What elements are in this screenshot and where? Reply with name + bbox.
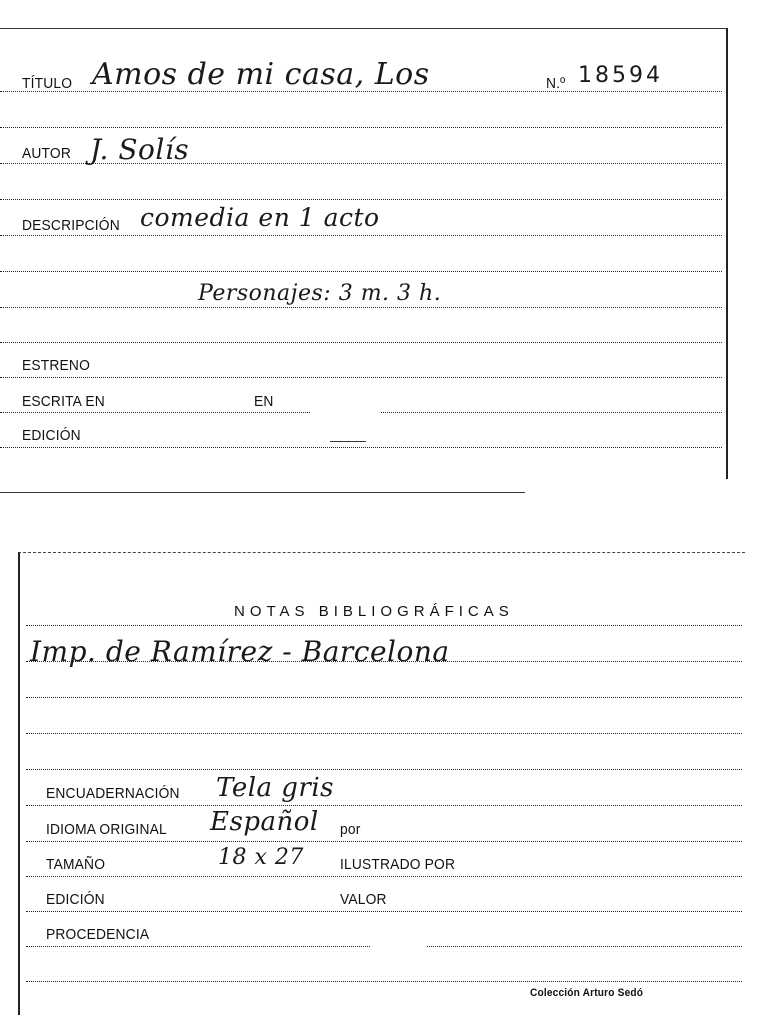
personajes-value: Personajes: 3 m. 3 h. (198, 281, 442, 306)
ruled-line (0, 271, 722, 272)
procedencia-label: PROCEDENCIA (46, 926, 150, 943)
ruled-line (0, 127, 722, 128)
ruled-line (0, 447, 722, 448)
edicion-label: EDICIÓN (46, 891, 105, 908)
ruled-line (0, 307, 722, 308)
escrita-label: ESCRITA EN (22, 393, 105, 410)
ruled-line (26, 769, 742, 770)
descripcion-label: DESCRIPCIÓN (22, 217, 120, 234)
tamano-label: TAMAÑO (46, 856, 106, 873)
ruled-line (0, 199, 722, 200)
ruled-line (26, 981, 742, 982)
autor-label: AUTOR (22, 145, 71, 162)
notas-heading: NOTAS BIBLIOGRÁFICAS (234, 603, 514, 620)
ruled-line (0, 377, 722, 378)
ruled-line (0, 235, 722, 236)
valor-label: VALOR (340, 891, 387, 908)
titulo-label: TÍTULO (22, 75, 73, 92)
idioma-value: Español (210, 807, 319, 837)
ruled-line (26, 805, 742, 806)
estreno-label: ESTRENO (22, 357, 91, 374)
numero-label: N.º (546, 75, 566, 92)
ruled-line (0, 342, 722, 343)
por-label: por (340, 821, 361, 838)
smudge (370, 925, 426, 973)
pen-mark (330, 441, 366, 442)
autor-value: J. Solís (90, 133, 190, 166)
notas-value: Imp. de Ramírez - Barcelona (30, 635, 450, 668)
smudge (310, 379, 380, 439)
ruled-line (26, 876, 742, 877)
idioma-label: IDIOMA ORIGINAL (46, 821, 167, 838)
tamano-value: 18 x 27 (218, 845, 304, 870)
ruled-line (26, 697, 742, 698)
coleccion-stamp: Colección Arturo Sedó (530, 987, 644, 999)
catalog-card-front (0, 28, 728, 479)
edicion-label: EDICIÓN (22, 427, 81, 444)
en-label: EN (254, 393, 274, 410)
card-cut-line (0, 492, 525, 493)
numero-value: 18594 (578, 63, 663, 88)
ruled-line (26, 733, 742, 734)
ruled-line (26, 841, 742, 842)
descripcion-value: comedia en 1 acto (140, 203, 380, 232)
ruled-line (26, 625, 742, 626)
encuadernacion-label: ENCUADERNACIÓN (46, 785, 180, 802)
titulo-value: Amos de mi casa, Los (92, 57, 430, 92)
encuadernacion-value: Tela gris (216, 773, 335, 803)
ruled-line (26, 911, 742, 912)
catalog-card-back (18, 552, 745, 1015)
ilustrado-label: ILUSTRADO POR (340, 856, 456, 873)
